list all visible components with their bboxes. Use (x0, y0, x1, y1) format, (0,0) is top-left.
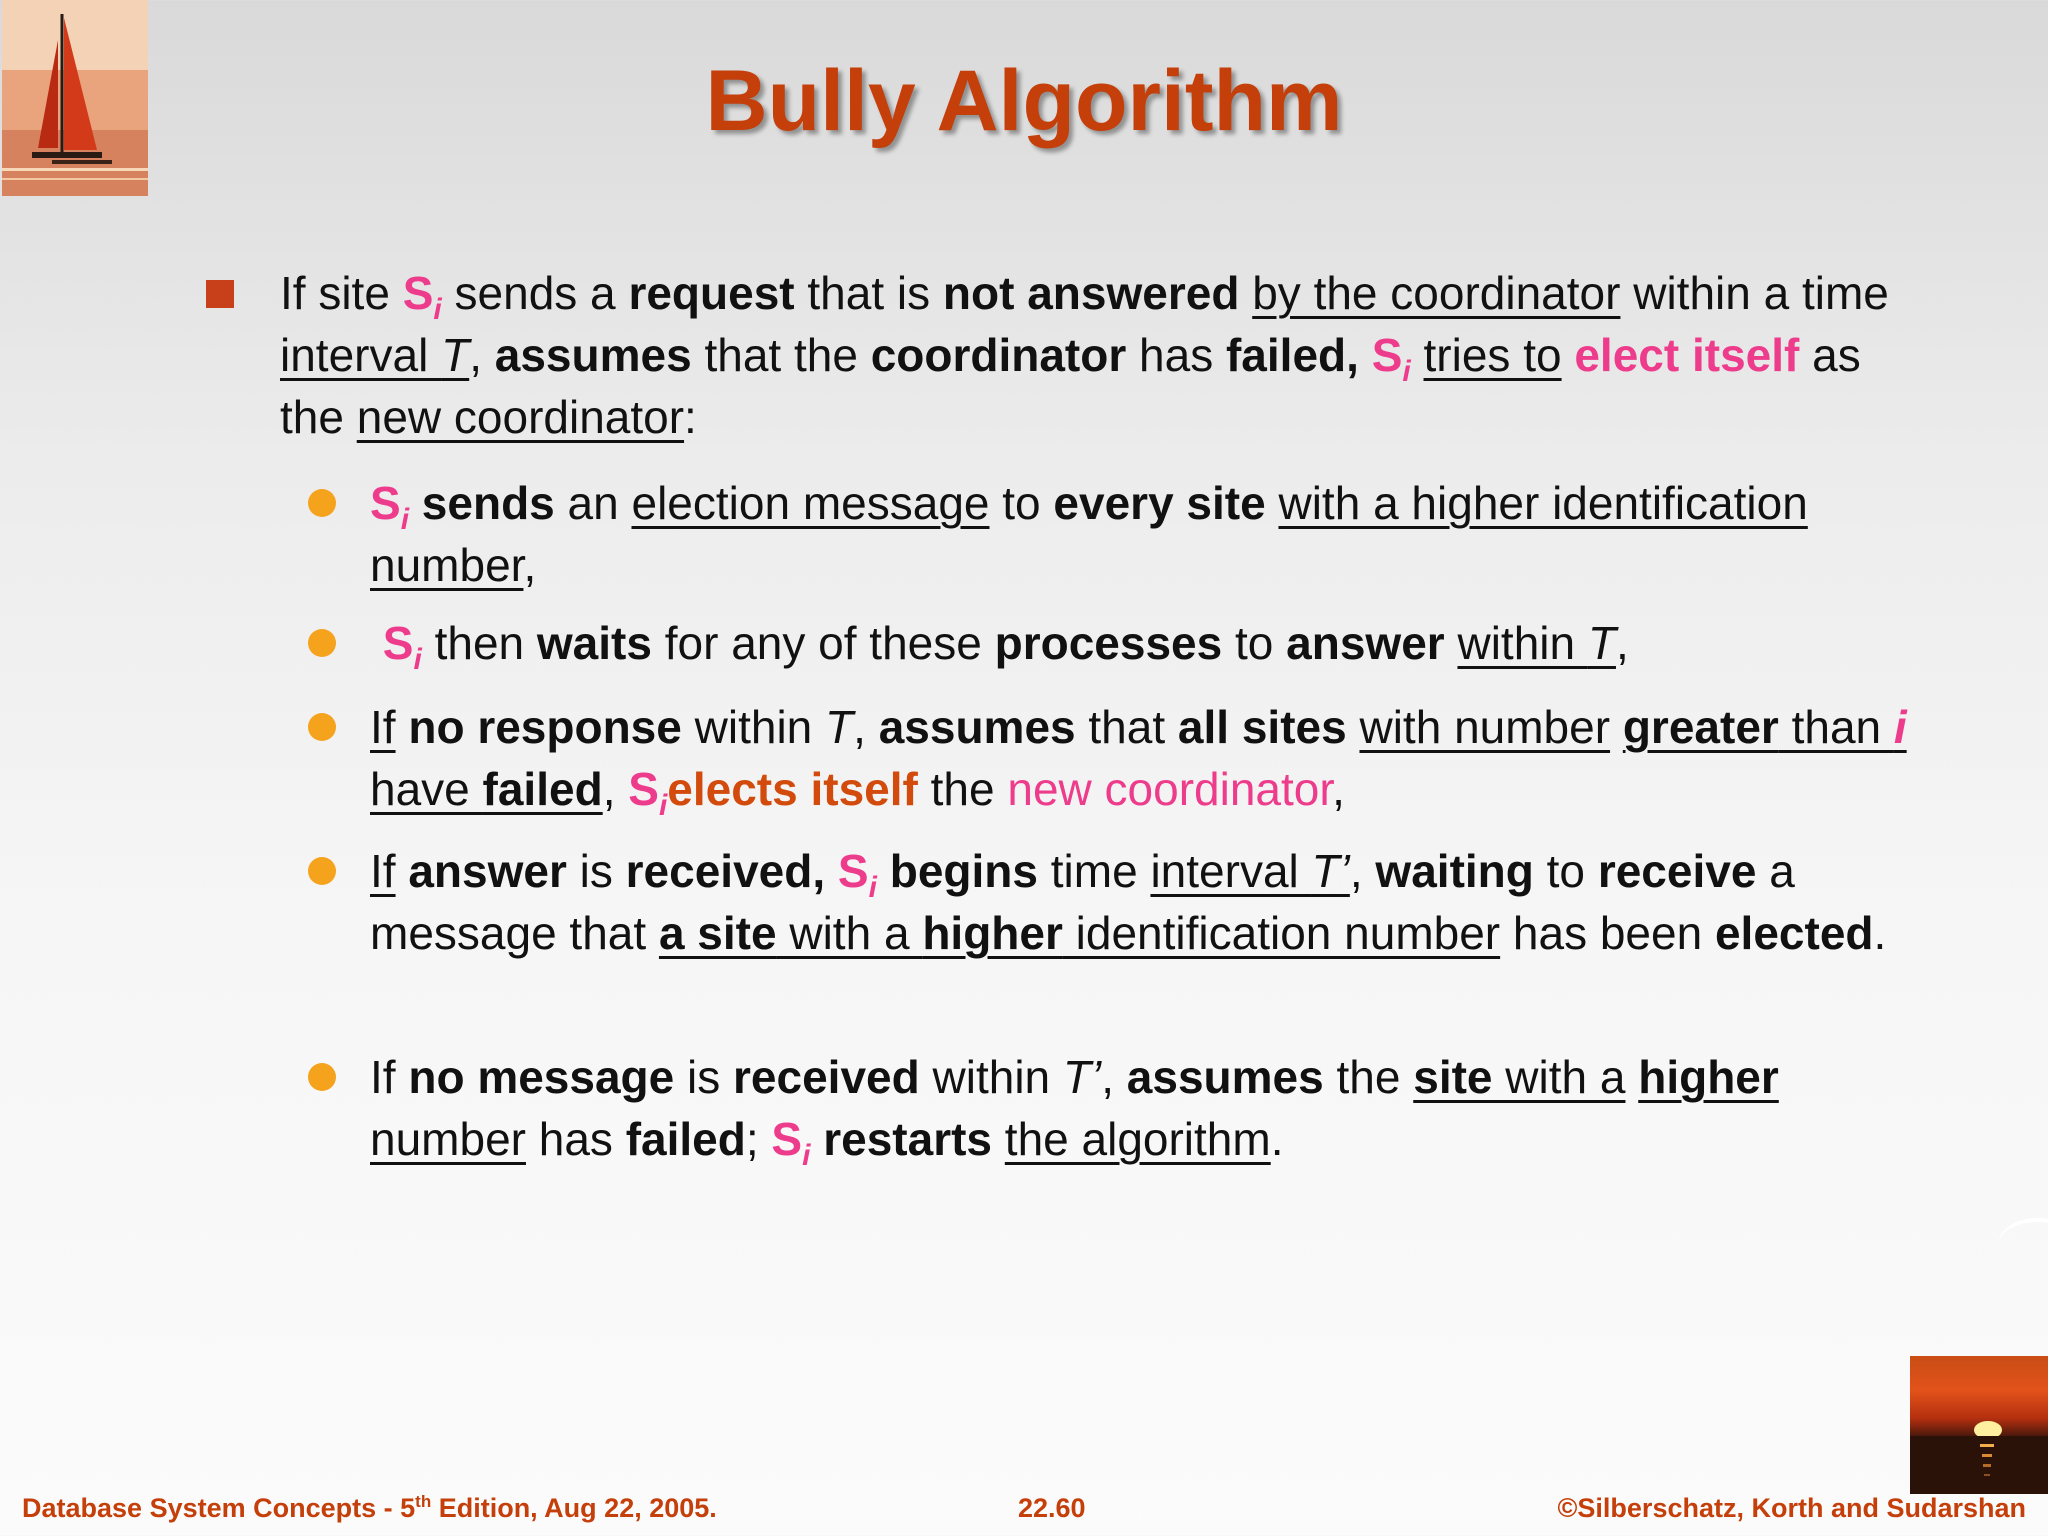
main-bullet-text: If site $S_i$ sends a request that is not answered by the coordinator within a time interval T, assumes that the coordinator has failed, $S_i$ tries to elect itself as the new coordinator: (280, 267, 1889, 443)
slide-title: Bully Algorithm (705, 53, 1343, 149)
square-bullet-icon (206, 280, 234, 308)
footer-left: Database System Concepts - 5th Edition, Aug 22, 2005. (22, 1492, 717, 1523)
orange-dot-bullet-icon (308, 713, 336, 741)
decorative-arc (1998, 1218, 2048, 1272)
sub-bullet-1: $S_i$ sends an election message to every site with a higher identification number, (370, 472, 1910, 596)
site-symbol: $S_i$ (402, 267, 442, 326)
orange-dot-bullet-icon (308, 489, 336, 517)
orange-dot-bullet-icon (308, 629, 336, 657)
sub-bullet-5: If no message is received within T’, assumes the site with a higher number has failed; $S_i$ restarts the algorithm. (370, 1046, 1910, 1170)
footer-page-number: 22.60 (1018, 1493, 1086, 1523)
footer-copyright: ©Silberschatz, Korth and Sudarshan (1557, 1493, 2026, 1523)
sub-bullet-3: If no response within T, assumes that all sites with number greater than i have failed, $S_ielects$ itself the new coordinator, (370, 696, 1910, 820)
orange-dot-bullet-icon (308, 857, 336, 885)
sub-bullet-2: $S_i$ then waits for any of these processes to answer within T, (370, 612, 1910, 674)
sub-bullet-4: If answer is received, $S_i$ begins time interval T’, waiting to receive a message that a site with a higher identification number has been elected. (370, 840, 1910, 964)
orange-dot-bullet-icon (308, 1063, 336, 1091)
text: If site (280, 267, 403, 319)
sunset-image (1910, 1356, 2048, 1494)
